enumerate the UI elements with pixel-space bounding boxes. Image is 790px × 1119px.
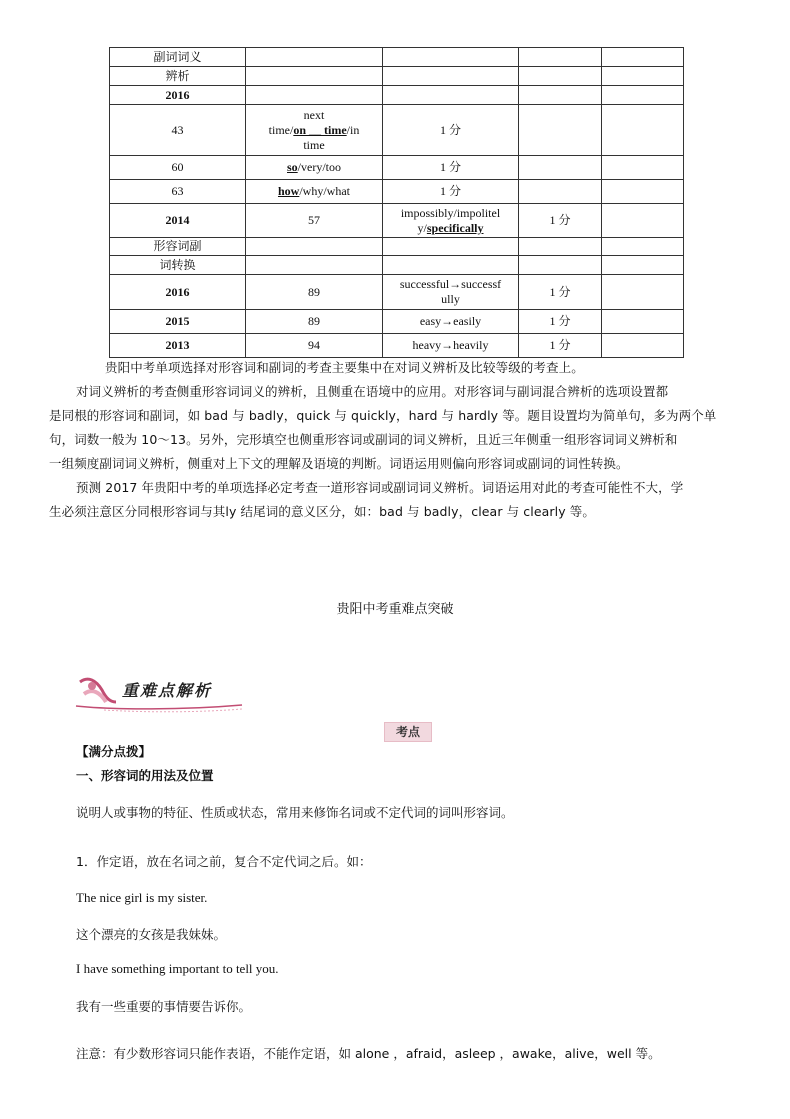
banner-heading: [74, 672, 244, 716]
table-row: [110, 334, 684, 358]
paragraph-line: 生必须注意区分同根形容词与其ly 结尾词的意义区分，如：bad 与 badly，clear 与 clearly 等。: [49, 504, 595, 519]
banner-text: 重难点解析: [122, 681, 213, 700]
table-cell: 2016: [110, 275, 246, 310]
paragraph-summary: 贵阳中考单项选择对形容词和副词的考查主要集中在对词义辨析及比较等级的考查上。: [105, 360, 584, 375]
table-cell: 1 分: [519, 334, 602, 358]
table-row: [110, 67, 684, 86]
table-cell: 1 分: [519, 310, 602, 334]
table-cell: 1 分: [519, 275, 602, 310]
table-row: [110, 238, 684, 256]
table-cell: next time/on __ time/in time: [246, 105, 383, 156]
note-text: 注意：有少数形容词只能作表语，不能作定语，如 alone ，afraid，asleep ，awake，alive，well 等。: [76, 1046, 661, 1061]
table-cell: 副词词义: [110, 48, 246, 67]
table-row: [110, 275, 684, 310]
paragraph-line: 对词义辨析的考查侧重形容词词义的辨析，且侧重在语境中的应用。对形容词与副词混合辨析的选项设置都: [76, 384, 669, 399]
table-row: [110, 156, 684, 180]
table-cell: how/why/what: [246, 180, 383, 204]
table-cell: 词转换: [110, 256, 246, 275]
table-cell: 1 分: [519, 204, 602, 238]
arrow-icon: →: [449, 277, 462, 291]
table-row: [110, 204, 684, 238]
table-row: [110, 105, 684, 156]
table-cell: 89: [246, 275, 383, 310]
table-cell: 形容词副: [110, 238, 246, 256]
table-cell: easy→easily: [383, 310, 519, 334]
exam-table: [109, 47, 684, 358]
topic-badge: 考点: [384, 722, 432, 742]
table-row: [110, 180, 684, 204]
section-title: 贵阳中考重难点突破: [336, 602, 454, 617]
table-cell: 43: [110, 105, 246, 156]
example-en: I have something important to tell you.: [76, 961, 279, 976]
table-cell: successful→successf ully: [383, 275, 519, 310]
paragraph-line: 是同根的形容词和副词，如 bad 与 badly，quick 与 quickly，hard 与 hardly 等。题目设置均为简单句，多为两个单: [49, 408, 717, 423]
table-row: [110, 256, 684, 275]
definition-text: 说明人或事物的特征、性质或状态，常用来修饰名词或不定代词的词叫形容词。: [76, 805, 514, 820]
arrow-icon: →: [441, 314, 454, 328]
point-1: 1．作定语，放在名词之前，复合不定代词之后。如：: [76, 854, 372, 869]
table-cell: 辨析: [110, 67, 246, 86]
tip-label: 【满分点拨】: [76, 744, 152, 759]
table-row: [110, 86, 684, 105]
paragraph-line: 一组频度副词词义辨析，侧重对上下文的理解及语境的判断。词语运用则偏向形容词或副词的词性转换。: [49, 456, 629, 471]
table-cell: 60: [110, 156, 246, 180]
example-zh: 我有一些重要的事情要告诉你。: [76, 999, 252, 1014]
table-cell: 2015: [110, 310, 246, 334]
table-row: [110, 310, 684, 334]
table-cell: impossibly/impolitel y/specifically: [383, 204, 519, 238]
table-cell: 1 分: [383, 180, 519, 204]
example-en: The nice girl is my sister.: [76, 890, 208, 905]
table-cell: so/very/too: [246, 156, 383, 180]
table-cell: 89: [246, 310, 383, 334]
table-cell: heavy→heavily: [383, 334, 519, 358]
paragraph-line: 预测 2017 年贵阳中考的单项选择必定考查一道形容词或副词词义辨析。词语运用对此的考查可能性不大，学: [76, 480, 684, 495]
table-cell: 63: [110, 180, 246, 204]
table-cell: 2013: [110, 334, 246, 358]
heading-adjective-usage: 一、形容词的用法及位置: [76, 768, 214, 783]
paragraph-line: 句，词数一般为 10～13。另外，完形填空也侧重形容词或副词的词义辨析，且近三年侧重一组形容词词义辨析和: [49, 432, 678, 447]
table-cell: 57: [246, 204, 383, 238]
table-cell: 1 分: [383, 156, 519, 180]
table-cell: 2014: [110, 204, 246, 238]
table-cell: 2016: [110, 86, 246, 105]
table-row: [110, 48, 684, 67]
arrow-icon: →: [441, 338, 454, 352]
table-cell: 1 分: [383, 105, 519, 156]
table-cell: 94: [246, 334, 383, 358]
example-zh: 这个漂亮的女孩是我妹妹。: [76, 927, 227, 942]
